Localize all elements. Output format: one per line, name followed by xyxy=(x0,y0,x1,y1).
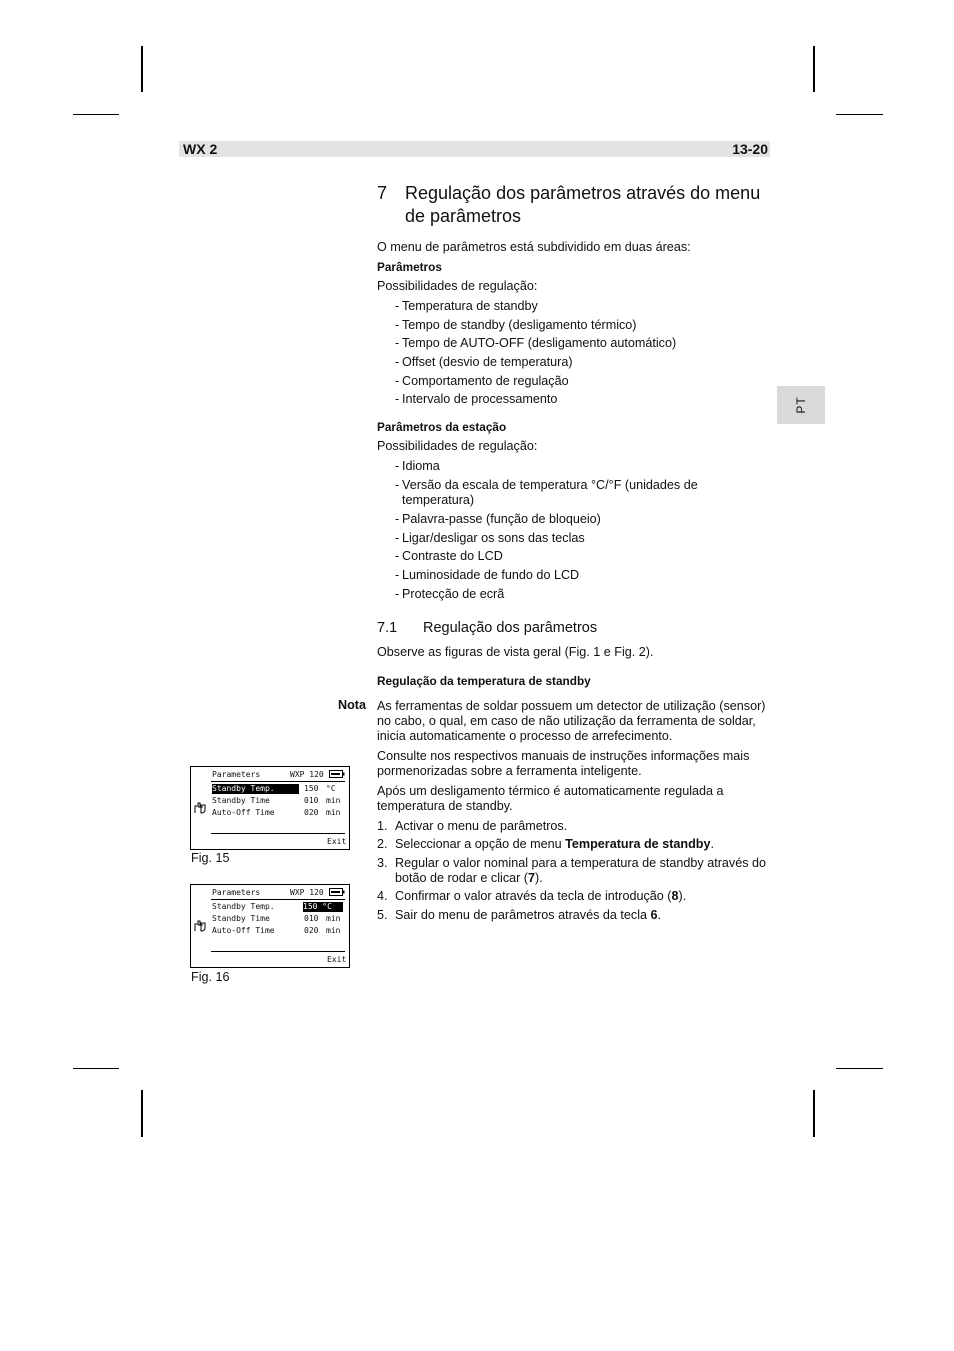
step-emphasis: 8 xyxy=(671,889,679,904)
main-content xyxy=(377,182,767,927)
crop-mark xyxy=(73,1068,119,1069)
step-number: 3. xyxy=(377,855,388,870)
list-item: - Contraste do LCD xyxy=(395,549,767,564)
crop-mark xyxy=(813,46,815,92)
lcd-exit-label: Exit xyxy=(327,955,347,964)
doc-title: WX 2 xyxy=(183,141,218,157)
step-item xyxy=(377,837,767,852)
lcd-row-label: Auto-Off Time xyxy=(212,926,275,935)
step-number: 5. xyxy=(377,907,388,922)
station-options-label: Possibilidades de regulação: xyxy=(377,439,538,454)
lcd-tool-name: WXP 120 xyxy=(290,770,324,779)
step-text-part: ). xyxy=(535,870,543,885)
list-item: - Tempo de standby (desligamento térmico) xyxy=(395,318,767,333)
step-text xyxy=(395,856,767,886)
page-number: 13-20 xyxy=(732,141,768,157)
lcd-row-value: 010 xyxy=(304,796,319,805)
list-item: - Temperatura de standby xyxy=(395,299,767,314)
list-item: - Idioma xyxy=(395,459,767,474)
lcd-divider xyxy=(211,833,345,834)
step-item xyxy=(377,889,767,904)
lcd-row-label: Auto-Off Time xyxy=(212,808,275,817)
step-number: 1. xyxy=(377,818,388,833)
lcd-row-value: 020 xyxy=(304,808,319,817)
list-item: - Palavra-passe (função de bloqueio) xyxy=(395,512,767,527)
step-text-part: . xyxy=(657,907,662,922)
step-item xyxy=(377,819,767,834)
list-item: - Protecção de ecrã xyxy=(395,587,767,602)
parameters-list xyxy=(395,299,767,407)
list-item: - Luminosidade de fundo do LCD xyxy=(395,568,767,583)
crop-mark xyxy=(141,1090,143,1137)
step-number: 4. xyxy=(377,889,388,904)
subsection-heading xyxy=(377,619,767,637)
note-label: Nota xyxy=(338,698,366,712)
step-text xyxy=(395,908,661,923)
procedure-heading: Regulação da temperatura de standby xyxy=(377,673,591,688)
note-text: As ferramentas de soldar possuem um detector de utilização (sensor) no cabo, o qual, em caso de não utilização da ferramenta de soldar, inicia automaticamente o processo de arrefecimento. xyxy=(377,698,766,743)
list-item: - Offset (desvio de temperatura) xyxy=(395,355,767,370)
step-text-part: Regular o valor nominal para a temperatura de standby através do botão de rodar e clicar ( xyxy=(395,855,767,885)
figure-caption: Fig. 16 xyxy=(191,970,230,984)
lcd-row-value-selected xyxy=(303,902,343,912)
lcd-row-unit: min xyxy=(326,808,341,817)
step-emphasis: 6 xyxy=(650,907,658,922)
paragraph: Após um desligamento térmico é automaticamente regulada a temperatura de standby. xyxy=(377,783,724,813)
step-text-part: ). xyxy=(678,889,687,904)
lcd-title: Parameters xyxy=(212,770,261,779)
language-tab xyxy=(777,386,825,424)
crop-mark xyxy=(813,1090,815,1137)
procedure-steps xyxy=(377,819,767,923)
list-item: - Tempo de AUTO-OFF (desligamento automático) xyxy=(395,336,767,351)
figure-caption: Fig. 15 xyxy=(191,851,230,865)
lcd-divider xyxy=(211,899,345,900)
lcd-row-unit: °C xyxy=(322,902,332,911)
paragraph: Consulte nos respectivos manuais de instruções informações mais pormenorizadas sobre a ferramenta inteligente. xyxy=(377,748,750,778)
step-text-part: . xyxy=(710,837,714,852)
step-text-part: Confirmar o valor através da tecla de introdução ( xyxy=(395,889,672,904)
section-intro: O menu de parâmetros está subdividido em duas áreas: xyxy=(377,240,691,254)
lcd-row-label: Standby Time xyxy=(212,796,270,805)
crop-mark xyxy=(73,114,119,115)
lcd-screen-fig15 xyxy=(190,766,350,850)
step-number: 2. xyxy=(377,837,388,852)
battery-icon xyxy=(329,888,345,896)
lcd-row-value: 010 xyxy=(304,914,319,923)
battery-icon xyxy=(329,770,345,778)
crop-mark xyxy=(836,1068,883,1069)
lcd-row-label: Standby Temp. xyxy=(212,902,275,911)
page-header xyxy=(179,141,770,157)
parameters-heading: Parâmetros xyxy=(377,260,442,274)
step-text xyxy=(395,889,686,904)
lcd-divider xyxy=(211,781,345,782)
station-list xyxy=(395,459,767,601)
step-text-part: Activar o menu de parâmetros. xyxy=(395,818,568,833)
step-text xyxy=(395,837,714,852)
step-text-part: Seleccionar a opção de menu xyxy=(395,837,566,852)
lcd-row-value: 150 xyxy=(303,902,318,911)
lcd-row-unit: °C xyxy=(326,784,336,793)
lcd-row-unit: min xyxy=(326,926,341,935)
lcd-row-unit: min xyxy=(326,914,341,923)
step-item xyxy=(377,908,767,923)
list-item: - Comportamento de regulação xyxy=(395,374,767,389)
step-item xyxy=(377,856,767,886)
step-emphasis: Temperatura de standby xyxy=(565,837,711,852)
step-text-part: Sair do menu de parâmetros através da tecla xyxy=(395,907,651,922)
language-tab-label: PT xyxy=(794,396,808,414)
tool-hand-icon xyxy=(193,801,207,815)
lcd-row-label-selected: Standby Temp. xyxy=(212,784,299,794)
list-item: - Intervalo de processamento xyxy=(395,392,767,407)
step-text xyxy=(395,819,567,834)
station-heading: Parâmetros da estação xyxy=(377,420,507,435)
section-title: Regulação dos parâmetros através do menu de parâmetros xyxy=(405,183,761,226)
step-emphasis: 7 xyxy=(528,870,536,885)
lcd-tool-name: WXP 120 xyxy=(290,888,324,897)
lcd-row-unit: min xyxy=(326,796,341,805)
lcd-screen-fig16 xyxy=(190,884,350,968)
subsection-number: 7.1 xyxy=(377,619,398,636)
lcd-exit-label: Exit xyxy=(327,837,347,846)
lcd-title: Parameters xyxy=(212,888,261,897)
section-number: 7 xyxy=(377,183,388,203)
options-label: Possibilidades de regulação: xyxy=(377,279,538,293)
lcd-row-value: 020 xyxy=(304,926,319,935)
lcd-divider xyxy=(211,951,345,952)
section-heading xyxy=(377,182,767,228)
lcd-row-label: Standby Time xyxy=(212,914,270,923)
list-item: - Ligar/desligar os sons das teclas xyxy=(395,531,767,546)
crop-mark xyxy=(141,46,143,92)
lcd-row-value: 150 xyxy=(304,784,319,793)
tool-hand-icon xyxy=(193,919,207,933)
subsection-title: Regulação dos parâmetros xyxy=(423,619,598,636)
crop-mark xyxy=(836,114,883,115)
list-item: - Versão da escala de temperatura °C/°F (unidades de temperatura) xyxy=(395,478,767,508)
subsection-intro: Observe as figuras de vista geral (Fig. 1 e Fig. 2). xyxy=(377,644,654,659)
